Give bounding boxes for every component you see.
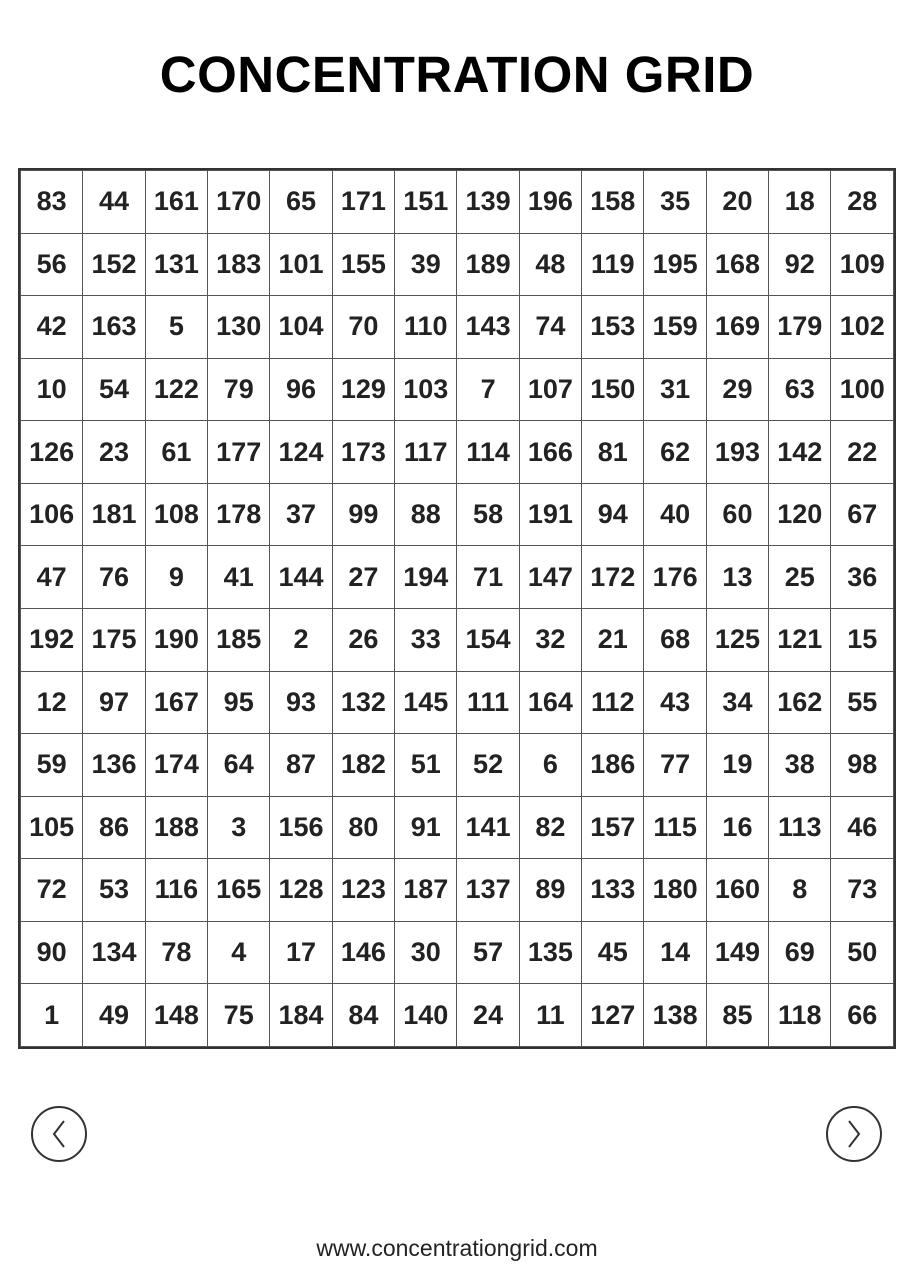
grid-cell[interactable]: 53 [83, 859, 145, 922]
grid-cell[interactable]: 83 [21, 171, 83, 234]
grid-cell[interactable]: 47 [21, 546, 83, 609]
grid-cell[interactable]: 104 [270, 296, 332, 359]
grid-cell[interactable]: 63 [769, 358, 831, 421]
grid-cell[interactable]: 76 [83, 546, 145, 609]
grid-cell[interactable]: 62 [644, 421, 706, 484]
grid-cell[interactable]: 191 [519, 483, 581, 546]
grid-cell[interactable]: 8 [769, 859, 831, 922]
grid-cell[interactable]: 154 [457, 608, 519, 671]
grid-table [20, 170, 894, 1047]
grid-cell[interactable]: 137 [457, 859, 519, 922]
grid-row [21, 921, 894, 984]
grid-cell[interactable]: 30 [395, 921, 457, 984]
grid-cell[interactable]: 102 [831, 296, 894, 359]
grid-cell[interactable]: 40 [644, 483, 706, 546]
grid-cell[interactable]: 176 [644, 546, 706, 609]
grid-row [21, 358, 894, 421]
grid-cell[interactable]: 155 [332, 233, 394, 296]
grid-cell[interactable]: 156 [270, 796, 332, 859]
grid-cell[interactable]: 80 [332, 796, 394, 859]
grid-row [21, 984, 894, 1047]
grid-cell[interactable]: 75 [208, 984, 270, 1047]
grid-cell[interactable]: 184 [270, 984, 332, 1047]
chevron-right-icon [846, 1119, 862, 1149]
grid-cell[interactable]: 151 [395, 171, 457, 234]
grid-cell[interactable]: 169 [706, 296, 768, 359]
grid-cell[interactable]: 9 [145, 546, 207, 609]
grid-cell[interactable]: 15 [831, 608, 894, 671]
grid-cell[interactable]: 70 [332, 296, 394, 359]
grid-cell[interactable]: 128 [270, 859, 332, 922]
grid-cell[interactable]: 105 [21, 796, 83, 859]
grid-cell[interactable]: 92 [769, 233, 831, 296]
grid-cell[interactable]: 192 [21, 608, 83, 671]
grid-cell[interactable]: 51 [395, 734, 457, 797]
grid-cell[interactable]: 158 [582, 171, 644, 234]
grid-cell[interactable]: 66 [831, 984, 894, 1047]
grid-cell[interactable]: 178 [208, 483, 270, 546]
grid-cell[interactable]: 190 [145, 608, 207, 671]
grid-cell[interactable]: 91 [395, 796, 457, 859]
grid-cell[interactable]: 167 [145, 671, 207, 734]
page-title: CONCENTRATION GRID [159, 46, 755, 103]
grid-cell[interactable]: 61 [145, 421, 207, 484]
grid-row [21, 734, 894, 797]
grid-cell[interactable]: 173 [332, 421, 394, 484]
grid-cell[interactable]: 33 [395, 608, 457, 671]
grid-cell[interactable]: 32 [519, 608, 581, 671]
grid-cell[interactable]: 28 [831, 171, 894, 234]
grid-cell[interactable]: 54 [83, 358, 145, 421]
grid-cell[interactable]: 14 [644, 921, 706, 984]
grid-cell[interactable]: 26 [332, 608, 394, 671]
grid-cell[interactable]: 136 [83, 734, 145, 797]
grid-cell[interactable]: 107 [519, 358, 581, 421]
grid-cell[interactable]: 1 [21, 984, 83, 1047]
grid-cell[interactable]: 88 [395, 483, 457, 546]
previous-button[interactable] [31, 1106, 87, 1162]
grid-cell[interactable]: 117 [395, 421, 457, 484]
grid-cell[interactable]: 157 [582, 796, 644, 859]
grid-cell[interactable]: 25 [769, 546, 831, 609]
grid-cell[interactable]: 147 [519, 546, 581, 609]
grid-cell[interactable]: 174 [145, 734, 207, 797]
grid-cell[interactable]: 69 [769, 921, 831, 984]
grid-cell[interactable]: 59 [21, 734, 83, 797]
grid-cell[interactable]: 35 [644, 171, 706, 234]
grid-cell[interactable]: 87 [270, 734, 332, 797]
grid-cell[interactable]: 82 [519, 796, 581, 859]
grid-cell[interactable]: 46 [831, 796, 894, 859]
grid-cell[interactable]: 189 [457, 233, 519, 296]
grid-cell[interactable]: 52 [457, 734, 519, 797]
grid-cell[interactable]: 182 [332, 734, 394, 797]
grid-cell[interactable]: 12 [21, 671, 83, 734]
grid-cell[interactable]: 162 [769, 671, 831, 734]
grid-cell[interactable]: 127 [582, 984, 644, 1047]
grid-cell[interactable]: 170 [208, 171, 270, 234]
grid-cell[interactable]: 181 [83, 483, 145, 546]
grid-cell[interactable]: 44 [83, 171, 145, 234]
grid-row [21, 296, 894, 359]
grid-cell[interactable]: 161 [145, 171, 207, 234]
grid-cell[interactable]: 177 [208, 421, 270, 484]
grid-cell[interactable]: 23 [83, 421, 145, 484]
grid-cell[interactable]: 125 [706, 608, 768, 671]
grid-cell[interactable]: 144 [270, 546, 332, 609]
grid-cell[interactable]: 64 [208, 734, 270, 797]
grid-cell[interactable]: 6 [519, 734, 581, 797]
grid-cell[interactable]: 31 [644, 358, 706, 421]
grid-cell[interactable]: 196 [519, 171, 581, 234]
grid-cell[interactable]: 103 [395, 358, 457, 421]
grid-cell[interactable]: 42 [21, 296, 83, 359]
grid-cell[interactable]: 11 [519, 984, 581, 1047]
grid-cell[interactable]: 37 [270, 483, 332, 546]
grid-cell[interactable]: 56 [21, 233, 83, 296]
grid-cell[interactable]: 86 [83, 796, 145, 859]
grid-cell[interactable]: 101 [270, 233, 332, 296]
grid-cell[interactable]: 29 [706, 358, 768, 421]
grid-row [21, 608, 894, 671]
grid-cell[interactable]: 74 [519, 296, 581, 359]
grid-cell[interactable]: 171 [332, 171, 394, 234]
grid-cell[interactable]: 45 [582, 921, 644, 984]
grid-cell[interactable]: 94 [582, 483, 644, 546]
grid-cell[interactable]: 95 [208, 671, 270, 734]
grid-cell[interactable]: 110 [395, 296, 457, 359]
grid-cell[interactable]: 188 [145, 796, 207, 859]
grid-cell[interactable]: 85 [706, 984, 768, 1047]
grid-cell[interactable]: 111 [457, 671, 519, 734]
grid-row [21, 859, 894, 922]
grid-cell[interactable]: 118 [769, 984, 831, 1047]
grid-cell[interactable]: 108 [145, 483, 207, 546]
grid-cell[interactable]: 116 [145, 859, 207, 922]
grid-cell[interactable]: 132 [332, 671, 394, 734]
grid-cell[interactable]: 172 [582, 546, 644, 609]
grid-cell[interactable]: 168 [706, 233, 768, 296]
chevron-left-icon [51, 1119, 67, 1149]
number-grid [18, 168, 896, 1049]
grid-cell[interactable]: 39 [395, 233, 457, 296]
grid-cell[interactable]: 13 [706, 546, 768, 609]
grid-cell[interactable]: 164 [519, 671, 581, 734]
grid-cell[interactable]: 18 [769, 171, 831, 234]
grid-cell[interactable]: 79 [208, 358, 270, 421]
grid-cell[interactable]: 146 [332, 921, 394, 984]
grid-cell[interactable]: 120 [769, 483, 831, 546]
grid-cell[interactable]: 149 [706, 921, 768, 984]
grid-cell[interactable]: 143 [457, 296, 519, 359]
grid-cell[interactable]: 49 [83, 984, 145, 1047]
grid-cell[interactable]: 135 [519, 921, 581, 984]
grid-cell[interactable]: 121 [769, 608, 831, 671]
grid-cell[interactable]: 7 [457, 358, 519, 421]
grid-cell[interactable]: 27 [332, 546, 394, 609]
grid-cell[interactable]: 67 [831, 483, 894, 546]
grid-cell[interactable]: 150 [582, 358, 644, 421]
grid-cell[interactable]: 34 [706, 671, 768, 734]
grid-cell[interactable]: 71 [457, 546, 519, 609]
grid-cell[interactable]: 124 [270, 421, 332, 484]
grid-cell[interactable]: 99 [332, 483, 394, 546]
grid-cell[interactable]: 77 [644, 734, 706, 797]
grid-cell[interactable]: 55 [831, 671, 894, 734]
grid-cell[interactable]: 113 [769, 796, 831, 859]
grid-cell[interactable]: 140 [395, 984, 457, 1047]
grid-cell[interactable]: 24 [457, 984, 519, 1047]
grid-cell[interactable]: 21 [582, 608, 644, 671]
grid-cell[interactable]: 96 [270, 358, 332, 421]
grid-cell[interactable]: 38 [769, 734, 831, 797]
grid-cell[interactable]: 43 [644, 671, 706, 734]
grid-cell[interactable]: 193 [706, 421, 768, 484]
grid-cell[interactable]: 100 [831, 358, 894, 421]
grid-cell[interactable]: 130 [208, 296, 270, 359]
grid-cell[interactable]: 3 [208, 796, 270, 859]
grid-cell[interactable]: 134 [83, 921, 145, 984]
grid-cell[interactable]: 175 [83, 608, 145, 671]
grid-cell[interactable]: 123 [332, 859, 394, 922]
grid-row [21, 421, 894, 484]
grid-cell[interactable]: 19 [706, 734, 768, 797]
grid-cell[interactable]: 93 [270, 671, 332, 734]
grid-cell[interactable]: 163 [83, 296, 145, 359]
grid-cell[interactable]: 159 [644, 296, 706, 359]
grid-cell[interactable]: 133 [582, 859, 644, 922]
grid-cell[interactable]: 142 [769, 421, 831, 484]
grid-cell[interactable]: 68 [644, 608, 706, 671]
grid-cell[interactable]: 22 [831, 421, 894, 484]
grid-cell[interactable]: 98 [831, 734, 894, 797]
grid-cell[interactable]: 78 [145, 921, 207, 984]
grid-cell[interactable]: 84 [332, 984, 394, 1047]
grid-cell[interactable]: 106 [21, 483, 83, 546]
grid-cell[interactable]: 183 [208, 233, 270, 296]
grid-cell[interactable]: 126 [21, 421, 83, 484]
grid-cell[interactable]: 50 [831, 921, 894, 984]
grid-cell[interactable]: 90 [21, 921, 83, 984]
grid-cell[interactable]: 148 [145, 984, 207, 1047]
grid-row [21, 546, 894, 609]
grid-cell[interactable]: 180 [644, 859, 706, 922]
grid-cell[interactable]: 152 [83, 233, 145, 296]
grid-cell[interactable]: 57 [457, 921, 519, 984]
next-button[interactable] [826, 1106, 882, 1162]
grid-cell[interactable]: 81 [582, 421, 644, 484]
grid-cell[interactable]: 89 [519, 859, 581, 922]
grid-cell[interactable]: 131 [145, 233, 207, 296]
grid-row [21, 233, 894, 296]
grid-cell[interactable]: 166 [519, 421, 581, 484]
grid-cell[interactable]: 129 [332, 358, 394, 421]
grid-row [21, 171, 894, 234]
grid-cell[interactable]: 119 [582, 233, 644, 296]
grid-cell[interactable]: 187 [395, 859, 457, 922]
grid-cell[interactable]: 58 [457, 483, 519, 546]
grid-cell[interactable]: 112 [582, 671, 644, 734]
grid-cell[interactable]: 48 [519, 233, 581, 296]
grid-cell[interactable]: 138 [644, 984, 706, 1047]
grid-row [21, 483, 894, 546]
grid-cell[interactable]: 72 [21, 859, 83, 922]
grid-cell[interactable]: 65 [270, 171, 332, 234]
grid-cell[interactable]: 122 [145, 358, 207, 421]
grid-cell[interactable]: 20 [706, 171, 768, 234]
grid-cell[interactable]: 109 [831, 233, 894, 296]
website-url[interactable]: www.concentrationgrid.com [316, 1235, 598, 1261]
grid-cell[interactable]: 165 [208, 859, 270, 922]
grid-cell[interactable]: 41 [208, 546, 270, 609]
grid-cell[interactable]: 115 [644, 796, 706, 859]
grid-cell[interactable]: 4 [208, 921, 270, 984]
grid-cell[interactable]: 185 [208, 608, 270, 671]
grid-row [21, 671, 894, 734]
grid-cell[interactable]: 36 [831, 546, 894, 609]
grid-cell[interactable]: 5 [145, 296, 207, 359]
grid-cell[interactable]: 73 [831, 859, 894, 922]
grid-cell[interactable]: 97 [83, 671, 145, 734]
grid-cell[interactable]: 10 [21, 358, 83, 421]
grid-cell[interactable]: 16 [706, 796, 768, 859]
grid-cell[interactable]: 195 [644, 233, 706, 296]
grid-cell[interactable]: 17 [270, 921, 332, 984]
grid-cell[interactable]: 114 [457, 421, 519, 484]
grid-cell[interactable]: 145 [395, 671, 457, 734]
grid-cell[interactable]: 139 [457, 171, 519, 234]
grid-cell[interactable]: 153 [582, 296, 644, 359]
grid-cell[interactable]: 194 [395, 546, 457, 609]
grid-cell[interactable]: 186 [582, 734, 644, 797]
grid-cell[interactable]: 160 [706, 859, 768, 922]
grid-cell[interactable]: 179 [769, 296, 831, 359]
grid-cell[interactable]: 2 [270, 608, 332, 671]
grid-row [21, 796, 894, 859]
grid-cell[interactable]: 141 [457, 796, 519, 859]
grid-cell[interactable]: 60 [706, 483, 768, 546]
